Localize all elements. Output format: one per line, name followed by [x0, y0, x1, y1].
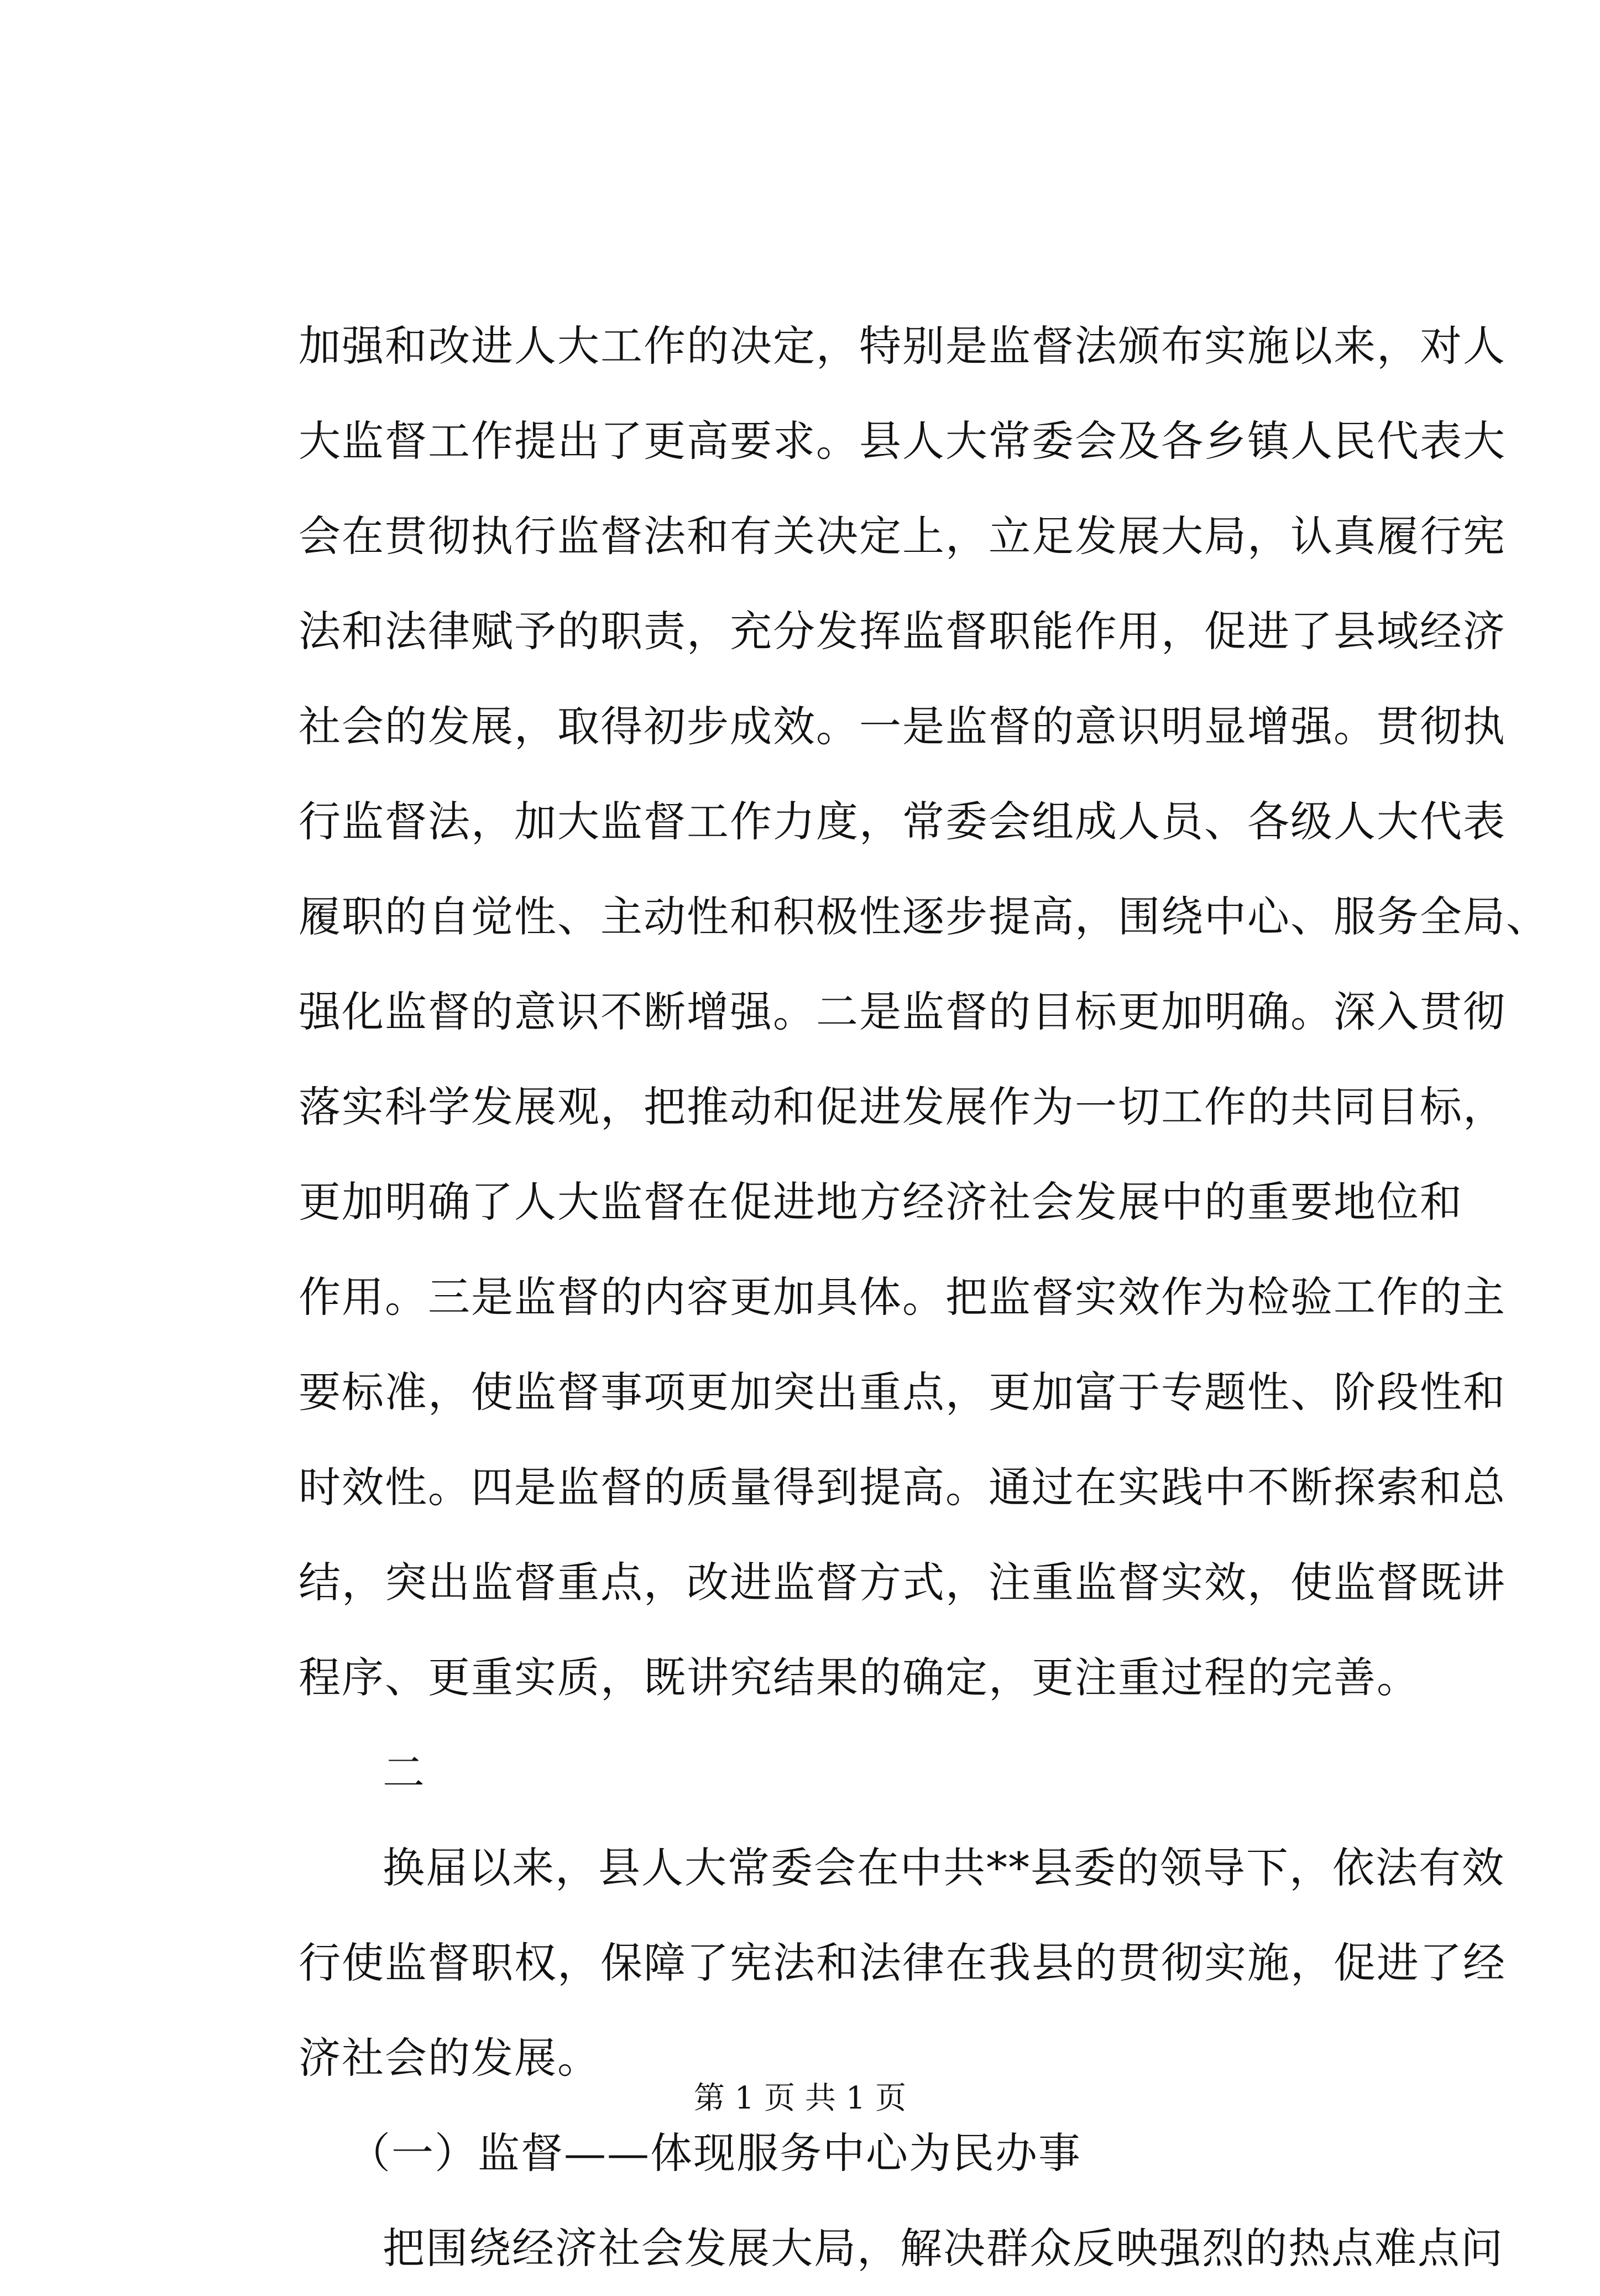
body-line: 更加明确了人大监督在促进地方经济社会发展中的重要地位和	[299, 1177, 1463, 1227]
body-line: 换届以来，县人大常委会在中共**县委的领导下，依法有效	[383, 1843, 1505, 1892]
subsection-heading: （一）监督——体现服务中心为民办事	[348, 2128, 1081, 2178]
body-line: 强化监督的意识不断增强。二是监督的目标更加明确。深入贯彻	[299, 987, 1506, 1036]
body-line: 大监督工作提出了更高要求。县人大常委会及各乡镇人民代表大	[299, 416, 1506, 466]
page-footer: 第 1 页 共 1 页	[693, 2080, 907, 2116]
body-line: 结，突出监督重点，改进监督方式，注重监督实效，使监督既讲	[299, 1558, 1506, 1607]
body-line: 加强和改进人大工作的决定，特别是监督法颁布实施以来，对人	[299, 321, 1506, 371]
body-line: 履职的自觉性、主动性和积极性逐步提高，围绕中心、服务全局、	[299, 892, 1549, 941]
body-line: 行监督法，加大监督工作力度，常委会组成人员、各级人大代表	[299, 797, 1506, 846]
body-line: 作用。三是监督的内容更加具体。把监督实效作为检验工作的主	[299, 1272, 1506, 1322]
body-line: 行使监督职权，保障了宪法和法律在我县的贯彻实施，促进了经	[299, 1938, 1506, 1987]
body-line: 把围绕经济社会发展大局，解决群众反映强烈的热点难点问	[383, 2224, 1504, 2273]
body-line: 落实科学发展观，把推动和促进发展作为一切工作的共同目标，	[299, 1082, 1506, 1131]
body-line: 时效性。四是监督的质量得到提高。通过在实践中不断探索和总	[299, 1463, 1506, 1512]
body-line: 会在贯彻执行监督法和有关决定上，立足发展大局，认真履行宪	[299, 512, 1506, 561]
body-line: 法和法律赋予的职责，充分发挥监督职能作用，促进了县域经济	[299, 607, 1506, 656]
body-line: 济社会的发展。	[299, 2033, 600, 2083]
body-line: 社会的发展，取得初步成效。一是监督的意识明显增强。贯彻执	[299, 702, 1506, 751]
document-body	[299, 299, 1549, 2296]
section-number: 二	[383, 1748, 425, 1797]
body-line: 要标准，使监督事项更加突出重点，更加富于专题性、阶段性和	[299, 1368, 1506, 1417]
body-line: 程序、更重实质，既讲究结果的确定，更注重过程的完善。	[299, 1653, 1420, 1702]
